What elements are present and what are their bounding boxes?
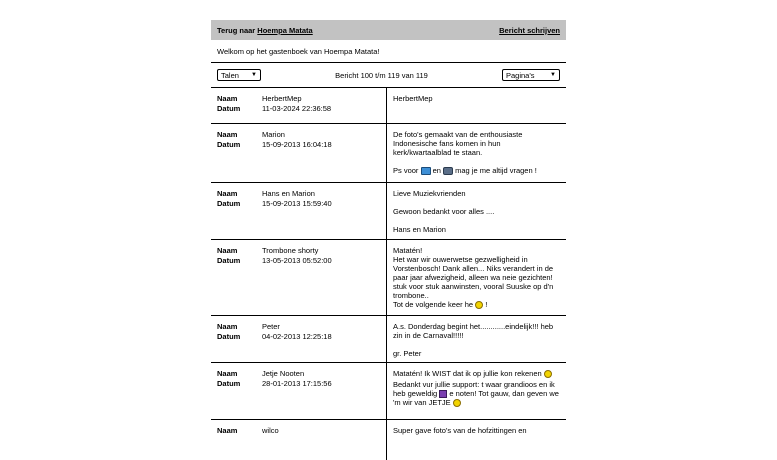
- entry-name: Peter: [262, 322, 280, 331]
- entry-meta: [211, 363, 387, 419]
- entry-message: [387, 124, 566, 182]
- entry-meta: [211, 88, 387, 123]
- message-paragraph: gr. Peter: [393, 349, 422, 358]
- message-paragraph: Gewoon bedankt voor alles ....: [393, 207, 495, 216]
- entry-meta: [211, 240, 387, 315]
- entry-date: 13-05-2013 05:52:00: [262, 256, 332, 265]
- entry-date: 04-02-2013 12:25:18: [262, 332, 332, 341]
- message-text: Matatén! Het war wir ouwerwetse gezwelligheid in Vorstenbosch! Dank allen... Niks verandert in de paar jaar afwezigheid, alleen wa neie gezichten! stuk voor stuk aanwinsten, vooral Suuske op d'n trombone.. Tot de volgende keer he: [393, 246, 554, 309]
- date-label: Datum: [217, 332, 241, 341]
- date-label: Datum: [217, 256, 241, 265]
- message-paragraph: Lieve Muziekvrienden: [393, 189, 466, 198]
- message-text: !: [483, 300, 488, 309]
- car-icon: [443, 167, 453, 175]
- guestbook-entry: [211, 240, 566, 316]
- name-label: Naam: [217, 189, 238, 198]
- entry-message: [387, 363, 566, 419]
- entry-meta: [211, 420, 387, 460]
- chevron-down-icon: ▼: [251, 72, 257, 78]
- entry-meta: [211, 183, 387, 239]
- guestbook-entry: [211, 183, 566, 240]
- message-text: e noten! Tot gauw, dan geven we 'm wir van JETJE: [393, 389, 559, 408]
- welcome-text: Welkom op het gastenboek van Hoempa Matata!: [211, 40, 566, 63]
- entry-message: [387, 240, 566, 315]
- message-paragraph: Hans en Marion: [393, 225, 446, 234]
- guestbook-entry: [211, 420, 566, 460]
- entry-date: 28-01-2013 17:15:56: [262, 379, 332, 388]
- message-paragraph: [393, 369, 560, 378]
- message-ps: [393, 166, 560, 175]
- guestbook-entry: [211, 316, 566, 363]
- entry-message: [387, 88, 566, 123]
- camera-icon: [421, 167, 431, 175]
- message-paragraph: [393, 246, 560, 309]
- entry-name: Marion: [262, 130, 285, 139]
- name-label: Naam: [217, 246, 238, 255]
- entry-name: Hans en Marion: [262, 189, 315, 198]
- language-select[interactable]: [217, 69, 261, 81]
- chevron-down-icon: ▼: [550, 72, 556, 78]
- guestbook-entry: [211, 363, 566, 420]
- message-paragraph: Super gave foto's van de hofzittingen en: [393, 426, 527, 435]
- ps-text: mag je me altijd vragen !: [453, 166, 537, 175]
- header-bar: [211, 20, 566, 40]
- entry-message: [387, 420, 566, 460]
- message-text: Matatén! Ik WIST dat ik op jullie kon rekenen: [393, 369, 544, 378]
- write-message-link[interactable]: Bericht schrijven: [499, 25, 560, 35]
- back-prefix: Terug naar: [217, 25, 258, 35]
- entry-date: 15-09-2013 16:04:18: [262, 140, 332, 149]
- message-paragraph: [393, 380, 560, 407]
- message-paragraph: HerbertMep: [393, 94, 433, 103]
- message-paragraph: A.s. Donderdag begint het............eindelijk!!! heb zin in de Carnaval!!!!!: [393, 322, 554, 340]
- date-label: Datum: [217, 140, 241, 149]
- navigation-row: [211, 63, 566, 88]
- name-label: Naam: [217, 426, 238, 435]
- entry-meta: [211, 316, 387, 362]
- message-range: Bericht 100 t/m 119 van 119: [335, 70, 428, 80]
- ps-text: en: [430, 166, 444, 175]
- entry-name: Jetje Nooten: [262, 369, 305, 378]
- message-paragraph: De foto's gemaakt van de enthousiaste Indonesische fans komen in hun kerk/kwartaalblad te staan.: [393, 130, 523, 157]
- entry-date: 15-09-2013 15:59:40: [262, 199, 332, 208]
- entry-meta: [211, 124, 387, 182]
- entry-message: [387, 183, 566, 239]
- name-label: Naam: [217, 94, 238, 103]
- name-label: Naam: [217, 322, 238, 331]
- name-label: Naam: [217, 369, 238, 378]
- back-link-group: [217, 26, 313, 35]
- smiley-icon: [475, 301, 483, 309]
- date-label: Datum: [217, 199, 241, 208]
- guestbook-entry: [211, 88, 566, 124]
- message-text: Bedankt vur jullie support: t waar grandioos en ik heb geweldig: [393, 380, 555, 399]
- guestbook-entry: [211, 124, 566, 183]
- name-label: Naam: [217, 130, 238, 139]
- entry-name: HerbertMep: [262, 94, 302, 103]
- entry-name: Trombone shorty: [262, 246, 319, 255]
- entry-date: 11-03-2024 22:36:58: [262, 104, 332, 113]
- guestbook: [211, 20, 566, 460]
- smiley-icon: [544, 370, 552, 378]
- pages-select-value: Pagina's: [505, 70, 535, 80]
- home-link[interactable]: Hoempa Matata: [257, 25, 313, 35]
- entry-name: wilco: [262, 426, 279, 435]
- entry-message: [387, 316, 566, 362]
- language-select-value: Talen: [221, 70, 239, 80]
- pages-select[interactable]: [502, 69, 560, 81]
- date-label: Datum: [217, 104, 241, 113]
- ps-text: Ps voor: [393, 166, 421, 175]
- smiley-icon: [453, 399, 461, 407]
- date-label: Datum: [217, 379, 241, 388]
